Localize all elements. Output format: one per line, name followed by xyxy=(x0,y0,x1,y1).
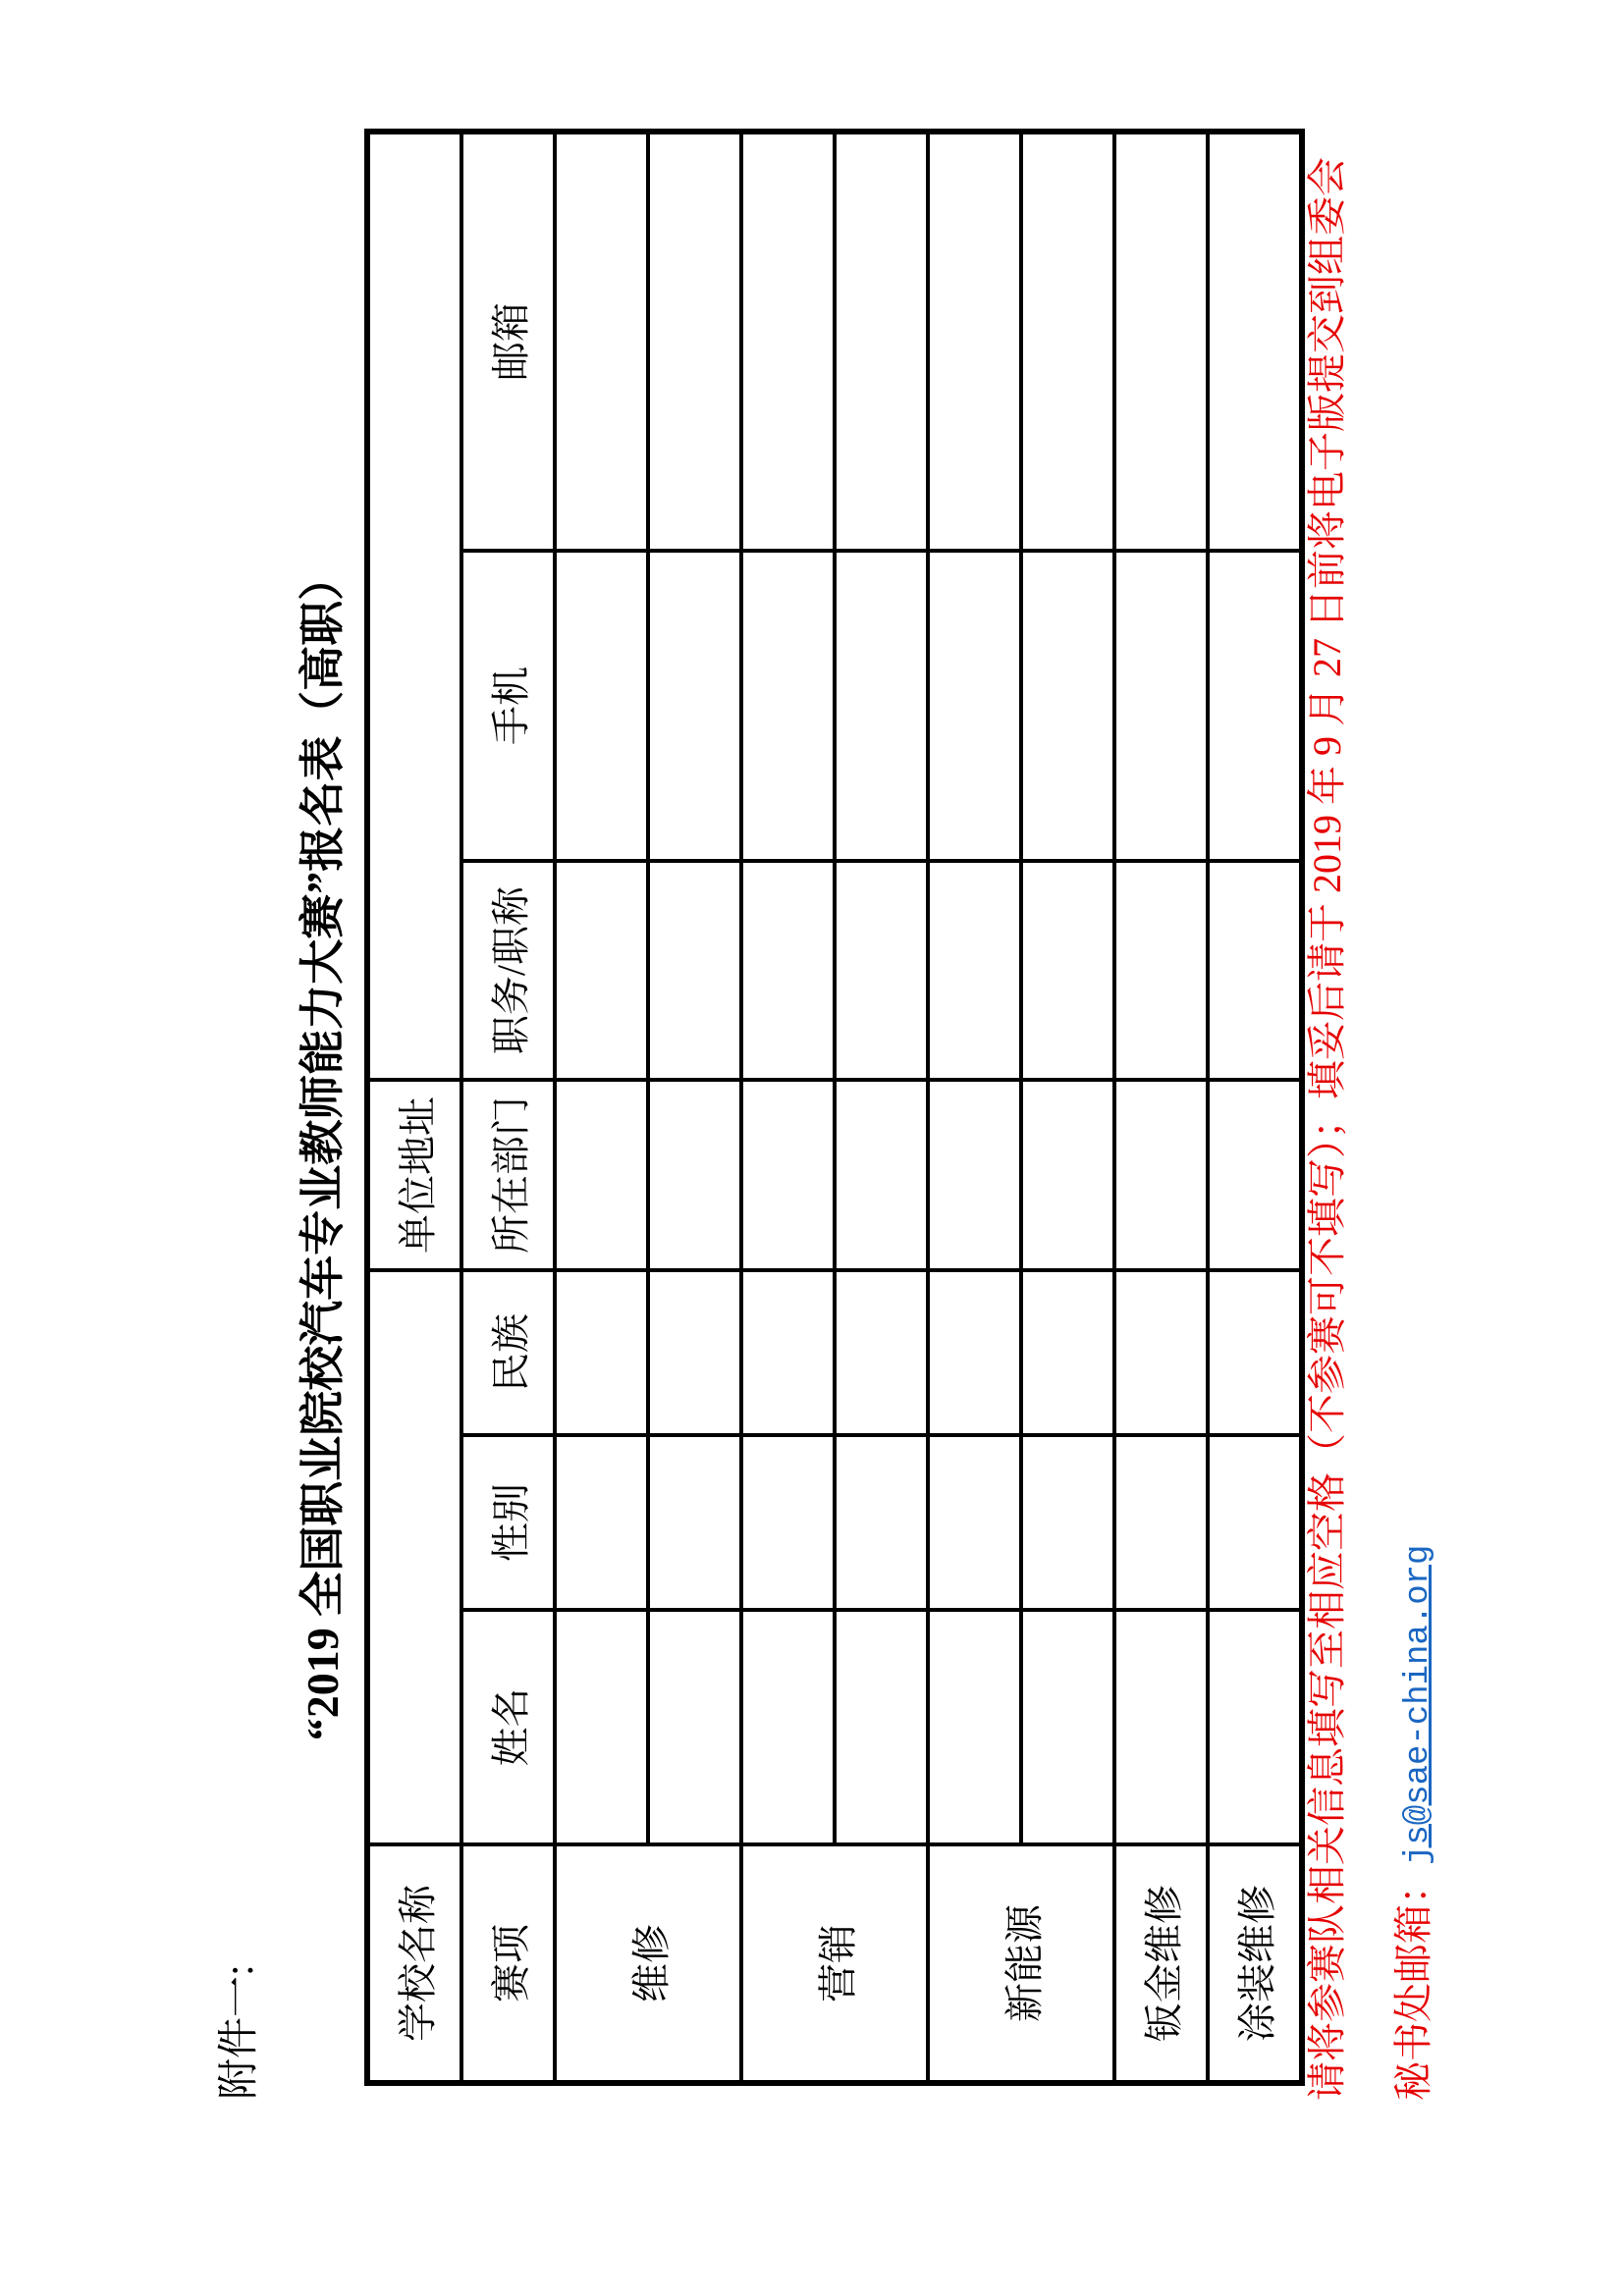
table-row xyxy=(741,132,835,2083)
header-cell-department: 所在部门 xyxy=(461,1080,555,1270)
empty-cell xyxy=(928,1270,1021,1435)
empty-cell xyxy=(1114,551,1208,861)
empty-cell xyxy=(555,551,648,861)
empty-cell xyxy=(648,861,741,1080)
empty-cell xyxy=(1021,1610,1114,1844)
empty-cell xyxy=(555,1435,648,1610)
empty-cell xyxy=(835,132,928,551)
email-link[interactable]: js@sae-china.org xyxy=(1400,1544,1437,1865)
header-cell-name: 姓名 xyxy=(461,1610,555,1844)
header-cell-position: 职务/职称 xyxy=(461,861,555,1080)
empty-cell xyxy=(1114,1270,1208,1435)
event-label-sheet-metal: 钣金维修 xyxy=(1114,1844,1208,2083)
page-title: “2019 全国职业院校汽车专业教师能力大赛”报名表（高职） xyxy=(298,555,348,1741)
empty-cell xyxy=(928,551,1021,861)
header-cell-email: 邮箱 xyxy=(461,132,555,551)
empty-cell xyxy=(1021,1080,1114,1270)
table-row xyxy=(1114,132,1208,2083)
empty-cell xyxy=(1114,132,1208,551)
empty-cell xyxy=(555,1080,648,1270)
empty-cell xyxy=(835,861,928,1080)
empty-cell xyxy=(928,1435,1021,1610)
empty-cell xyxy=(648,551,741,861)
school-name-entry-cell xyxy=(367,1270,461,1844)
empty-cell xyxy=(1208,132,1302,551)
empty-cell xyxy=(928,861,1021,1080)
empty-cell xyxy=(741,1270,835,1435)
event-label-new-energy: 新能源 xyxy=(928,1844,1114,2083)
empty-cell xyxy=(835,1270,928,1435)
empty-cell xyxy=(1208,1435,1302,1610)
table-row xyxy=(835,132,928,2083)
empty-cell xyxy=(648,1270,741,1435)
empty-cell xyxy=(1114,1080,1208,1270)
unit-address-entry-cell xyxy=(367,132,461,1080)
empty-cell xyxy=(741,551,835,861)
empty-cell xyxy=(648,1610,741,1844)
table-row xyxy=(555,132,648,2083)
empty-cell xyxy=(835,1610,928,1844)
empty-cell xyxy=(1021,1435,1114,1610)
empty-cell xyxy=(648,1080,741,1270)
table-row xyxy=(1208,132,1302,2083)
empty-cell xyxy=(1021,861,1114,1080)
school-name-label: 学校名称 xyxy=(367,1844,461,2083)
secretariat-note-prefix: 秘书处邮箱： xyxy=(1391,1865,1435,2101)
empty-cell xyxy=(741,1610,835,1844)
empty-cell xyxy=(555,1270,648,1435)
empty-cell xyxy=(741,132,835,551)
empty-cell xyxy=(1208,1080,1302,1270)
empty-cell xyxy=(555,1610,648,1844)
header-cell-gender: 性别 xyxy=(461,1435,555,1610)
empty-cell xyxy=(1208,1270,1302,1435)
header-cell-event: 赛项 xyxy=(461,1844,555,2083)
header-cell-ethnicity: 民族 xyxy=(461,1270,555,1435)
event-label-marketing: 营销 xyxy=(741,1844,928,2083)
attachment-label: 附件一: xyxy=(217,1964,262,2100)
instruction-note: 请将参赛队相关信息填写至相应空格（不参赛可不填写）；填妥后请于 2019 年 9 月 27 日前将电子版提交到组委会 xyxy=(1305,157,1349,2101)
empty-cell xyxy=(835,1080,928,1270)
empty-cell xyxy=(1021,132,1114,551)
empty-cell xyxy=(1114,1610,1208,1844)
empty-cell xyxy=(555,132,648,551)
empty-cell xyxy=(741,861,835,1080)
empty-cell xyxy=(928,1080,1021,1270)
empty-cell xyxy=(835,1435,928,1610)
empty-cell xyxy=(648,132,741,551)
empty-cell xyxy=(1208,1610,1302,1844)
empty-cell xyxy=(835,551,928,861)
table-row xyxy=(1021,132,1114,2083)
empty-cell xyxy=(1114,1435,1208,1610)
secretariat-note xyxy=(1382,1545,1438,2101)
empty-cell xyxy=(1208,861,1302,1080)
empty-cell xyxy=(741,1080,835,1270)
empty-cell xyxy=(928,132,1021,551)
header-cell-mobile: 手机 xyxy=(461,551,555,861)
empty-cell xyxy=(928,1610,1021,1844)
empty-cell xyxy=(648,1435,741,1610)
table-header-row xyxy=(461,132,555,2083)
unit-address-label: 单位地址 xyxy=(367,1080,461,1270)
event-label-painting: 涂装维修 xyxy=(1208,1844,1302,2083)
empty-cell xyxy=(1208,551,1302,861)
empty-cell xyxy=(555,861,648,1080)
registration-table xyxy=(364,129,1305,2086)
table-row xyxy=(648,132,741,2083)
event-label-repair: 维修 xyxy=(555,1844,741,2083)
empty-cell xyxy=(1021,1270,1114,1435)
empty-cell xyxy=(741,1435,835,1610)
empty-cell xyxy=(1114,861,1208,1080)
table-row xyxy=(928,132,1021,2083)
table-row xyxy=(367,132,461,2083)
empty-cell xyxy=(1021,551,1114,861)
